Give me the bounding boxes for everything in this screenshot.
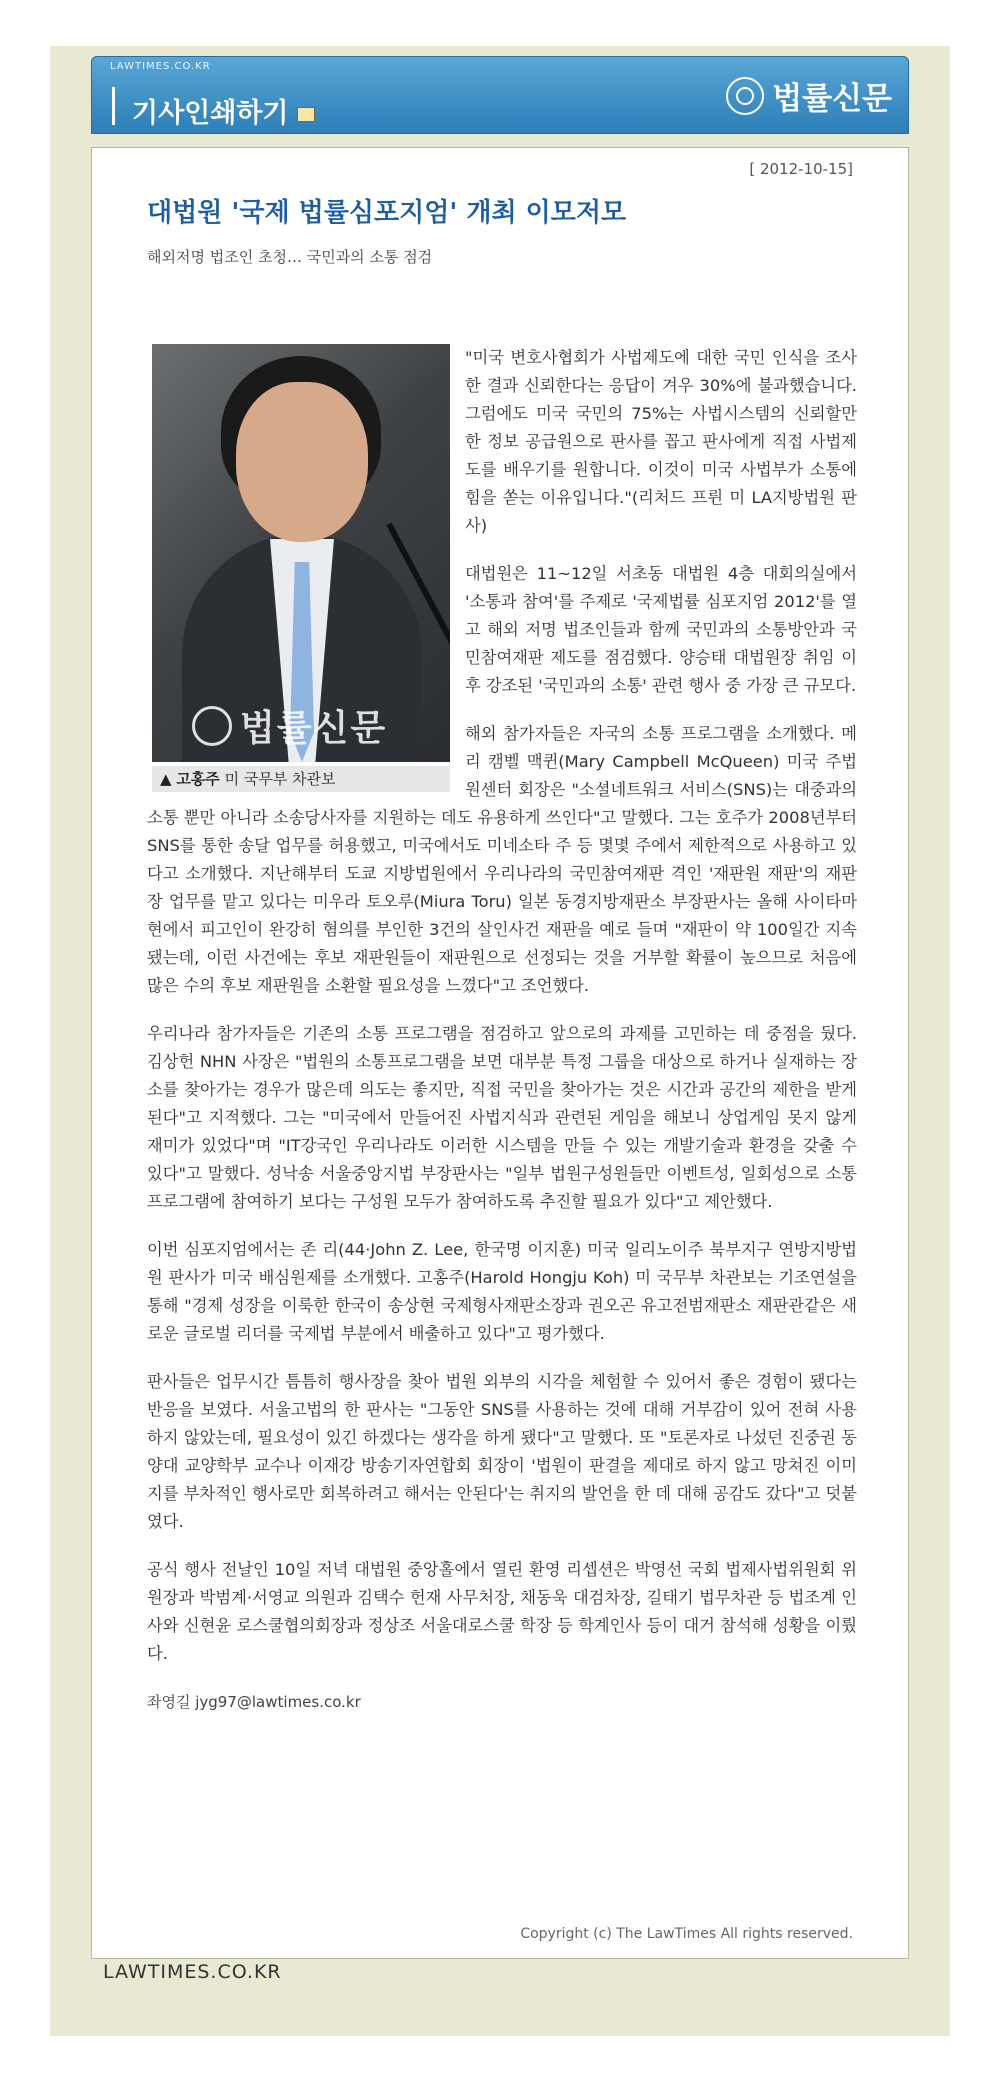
watermark-text: 법률신문: [240, 708, 388, 749]
article-paragraph: 해외 참가자들은 자국의 소통 프로그램을 소개했다. 메리 캠벨 맥퀸(Mary Campbell McQueen) 미국 주법원센터 회장은 "소셜네트워크 서비스(SNS)는 대중과의 소통 뿐만 아니라 소송당사자를 지원하는 데도 유용하게 쓰인다"고 말했다. 그는 호주가 2008년부터 SNS를 통한 송달 업무를 허용했고, 미국에서도 미네소타 주 등 몇몇 주에서 제한적으로 사용하고 있다고 소개했다. 지난해부터 도쿄 지방법원에서 우리나라의 국민참여재판 격인 '재판원 재판'의 재판장 업무를 맡고 있다는 미우라 토오루(Miura Toru) 일본 동경지방재판소 부장판사는 올해 사이타마 현에서 피고인이 완강히 혐의를 부인한 3건의 살인사건 재판을 예로 들며 "재판이 약 100일간 지속됐는데, 이런 사건에는 후보 재판원들이 재판원으로 선정되는 것을 거부할 확률이 높으므로 처음에 많은 수의 후보 재판원을 소환할 필요성을 느꼈다"고 조언했다.: [147, 724, 857, 995]
article-date: [ 2012-10-15]: [749, 160, 853, 178]
header-site-name: LAWTIMES.CO.KR: [110, 61, 211, 72]
article-sheet: [91, 147, 909, 1959]
article-headline: 대법원 '국제 법률심포지엄' 개최 이모저모: [147, 198, 627, 228]
logo-seal-icon: [726, 77, 764, 115]
printer-icon[interactable]: [297, 107, 315, 122]
footer-site-name: LAWTIMES.CO.KR: [103, 1961, 282, 1983]
article-paragraph: 판사들은 업무시간 틈틈히 행사장을 찾아 법원 외부의 시각을 체험할 수 있어서 좋은 경험이 됐다는 반응을 보였다. 서울고법의 한 판사는 "그동안 SNS를 사용하는 것에 대해 거부감이 있어 전혀 사용하지 않았는데, 필요성이 있긴 하겠다는 생각을 하게 됐다"고 말했다. 또 "토론자로 나섰던 진중권 동양대 교양학부 교수나 이재강 방송기자연합회 회장이 '법원이 판결을 제대로 하지 않고 망쳐진 이미지를 부차적인 행사로만 회복하려고 해서는 안된다'는 취지의 발언을 한 데 대해 공감도 갔다"고 덧붙였다.: [147, 1372, 857, 1531]
photo-caption: ▲ 고홍주 미 국무부 차관보: [152, 766, 450, 792]
article-author: 좌영길 jyg97@lawtimes.co.kr: [147, 1693, 361, 1711]
article-photo: [152, 344, 450, 762]
photo-watermark: [192, 700, 387, 751]
print-article-title[interactable]: [132, 91, 315, 130]
article-paragraph: 공식 행사 전날인 10일 저녁 대법원 중앙홀에서 열린 환영 리셉션은 박영선 국회 법제사법위원회 위원장과 박범계·서영교 의원과 김택수 헌재 사무처장, 채동욱 대검차장, 길태기 법무차관 등 법조계 인사와 신현윤 로스쿨협의회장과 정상조 서울대로스쿨 학장 등 학계인사 등이 대거 참석해 성황을 이뤘다.: [147, 1560, 857, 1663]
article-paragraph: 대법원은 11~12일 서초동 대법원 4층 대회의실에서 '소통과 참여'를 주제로 '국제법률 심포지엄 2012'를 열고 해외 저명 법조인들과 함께 국민과의 소통방안과 국민참여재판 제도를 점검했다. 양승태 대법원장 취임 이후 강조된 '국민과의 소통' 관련 행사 중 가장 큰 규모다.: [465, 564, 857, 695]
article-paragraph: 우리나라 참가자들은 기존의 소통 프로그램을 점검하고 앞으로의 과제를 고민하는 데 중점을 뒀다. 김상헌 NHN 사장은 "법원의 소통프로그램을 보면 대부분 특정 그룹을 대상으로 하거나 실재하는 장소를 찾아가는 경우가 많은데 의도는 좋지만, 직접 국민을 찾아가는 것은 시간과 공간의 제한을 받게 된다"고 지적했다. 그는 "미국에서 만들어진 사법지식과 관련된 게임을 해보니 상업게임 못지 않게 재미가 있었다"며 "IT강국인 우리나라도 이러한 시스템을 만들 수 있는 개발기술과 환경을 갖출 수 있다"고 말했다. 성낙송 서울중앙지법 부장판사는 "일부 법원구성원들만 이벤트성, 일회성으로 소통 프로그램에 참여하기 보다는 구성원 모두가 참여하도록 추진할 필요가 있다"고 제안했다.: [147, 1024, 857, 1211]
lawtimes-logo[interactable]: [726, 73, 892, 118]
logo-text: 법률신문: [772, 81, 892, 117]
caption-title: 미 국무부 차관보: [219, 770, 336, 788]
print-article-label: 기사인쇄하기: [132, 98, 289, 129]
article-paragraph: "미국 변호사협회가 사법제도에 대한 국민 인식을 조사한 결과 신뢰한다는 응답이 겨우 30%에 불과했습니다. 그럼에도 미국 국민의 75%는 사법시스템의 신뢰할만한 정보 공급원으로 판사를 꼽고 판사에게 직접 사법제도를 배우기를 원합니다. 이것이 미국 사법부가 소통에 힘을 쏟는 이유입니다."(리처드 프륀 미 LA지방법원 판사): [465, 348, 857, 535]
page-frame: [50, 46, 950, 2036]
article-subhead: 해외저명 법조인 초청… 국민과의 소통 점검: [147, 248, 433, 266]
caption-name: 고홍주: [176, 770, 220, 788]
copyright-notice: Copyright (c) The LawTimes All rights reserved.: [520, 1926, 853, 1942]
article-paragraph: 이번 심포지엄에서는 존 리(44·John Z. Lee, 한국명 이지훈) 미국 일리노이주 북부지구 연방지방법원 판사가 미국 배심원제를 소개했다. 고홍주(Harold Hongju Koh) 미 국무부 차관보는 기조연설을 통해 "경제 성장을 이룩한 한국이 송상현 국제형사재판소장과 권오곤 유고전범재판소 재판관같은 새로운 글로벌 리더를 국제법 부분에서 배출하고 있다"고 평가했다.: [147, 1240, 857, 1343]
article-photo-block: [152, 344, 450, 794]
print-header: [91, 56, 909, 134]
watermark-seal-icon: [192, 706, 232, 746]
header-divider: [112, 87, 115, 125]
